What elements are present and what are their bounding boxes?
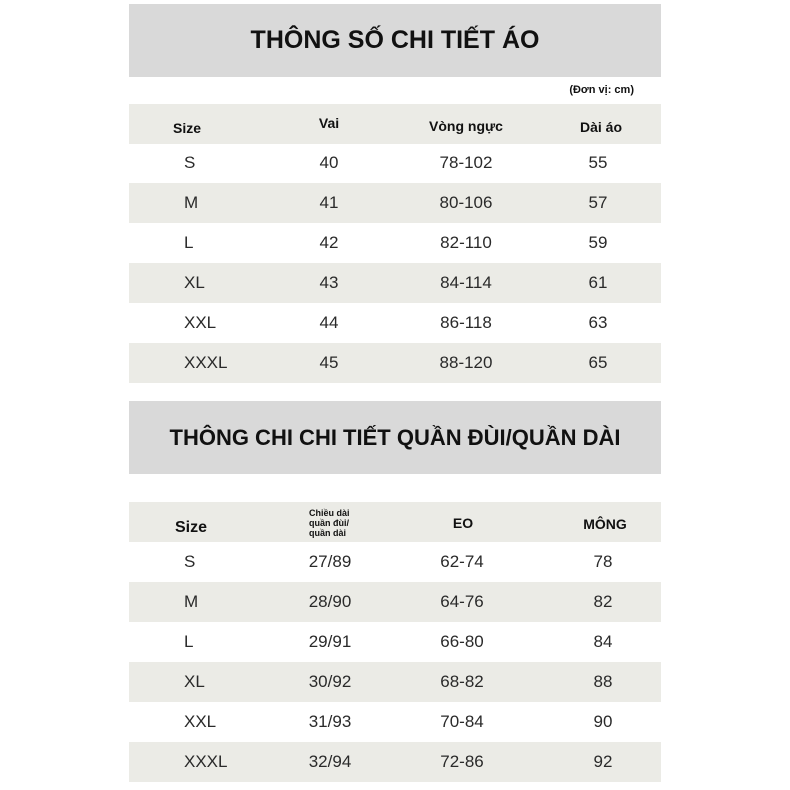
pants-cell-col-3: 62-74: [440, 552, 484, 571]
pants-cell-col-4: 90: [593, 712, 613, 731]
pants-cell-col-4: 84: [593, 632, 613, 651]
pants-header-hip: MÔNG: [583, 516, 627, 532]
pants-cell-col-3: 64-76: [440, 592, 484, 611]
unit-label: (Đơn vị: cm): [569, 84, 634, 96]
shirt-cell-size: M: [184, 193, 199, 212]
pants-cell-col-3: 66-80: [440, 632, 484, 651]
pants-header-size: Size: [175, 519, 208, 536]
pants-header-waist: EO: [452, 515, 474, 531]
pants-cell-col-3: 68-82: [440, 672, 484, 691]
shirt-header-row: [129, 104, 661, 144]
shirt-cell-col-4: 55: [588, 153, 608, 172]
shirt-cell-size: XXXL: [184, 353, 228, 372]
shirt-cell-col-3: 82-110: [440, 233, 492, 252]
shirt-cell-col-4: 59: [588, 233, 608, 252]
shirt-cell-col-3: 84-114: [440, 273, 492, 292]
pants-header-row: [129, 502, 661, 542]
shirt-cell-col-3: 86-118: [440, 313, 492, 332]
shirt-header-shoulder: Vai: [318, 115, 340, 131]
pants-cell-col-4: 92: [593, 752, 613, 771]
shirt-row: [129, 343, 661, 383]
pants-title: THÔNG CHI CHI TIẾT QUẦN ĐÙI/QUẦN DÀI: [129, 401, 661, 474]
shirt-cell-col-2: 44: [319, 313, 339, 332]
pants-header-length-line-1: Chiều dài: [309, 508, 350, 518]
pants-row: [129, 622, 661, 662]
pants-cell-col-3: 70-84: [440, 712, 484, 731]
pants-header-length: [309, 508, 350, 538]
pants-cell-size: XL: [184, 672, 205, 691]
shirt-cell-col-4: 65: [588, 353, 608, 372]
shirt-header-chest: Vòng ngực: [429, 118, 503, 134]
shirt-cell-col-2: 41: [319, 193, 339, 212]
pants-row: [129, 742, 661, 782]
pants-row: [129, 702, 661, 742]
shirt-cell-col-3: 88-120: [439, 353, 493, 372]
pants-cell-col-3: 72-86: [440, 752, 484, 771]
shirt-cell-col-2: 43: [319, 273, 339, 292]
shirt-cell-size: L: [184, 233, 194, 252]
shirt-cell-col-3: 80-106: [439, 193, 493, 212]
pants-cell-col-2: 28/90: [308, 592, 352, 611]
pants-cell-col-2: 29/91: [308, 632, 352, 651]
pants-cell-col-2: 27/89: [308, 552, 352, 571]
pants-cell-size: L: [184, 632, 194, 651]
shirt-row: [129, 183, 661, 223]
pants-cell-size: XXXL: [184, 752, 228, 771]
pants-row: [129, 662, 661, 702]
pants-cell-col-4: 88: [593, 672, 613, 691]
pants-cell-col-4: 78: [593, 552, 613, 571]
pants-cell-size: M: [184, 592, 199, 611]
pants-cell-col-2: 31/93: [308, 712, 352, 731]
pants-cell-size: S: [184, 552, 196, 571]
pants-cell-col-4: 82: [593, 592, 613, 611]
pants-cell-col-2: 30/92: [308, 672, 352, 691]
pants-cell-col-2: 32/94: [308, 752, 352, 771]
pants-header-length-line-2: quần đùi/: [309, 518, 349, 528]
shirt-cell-col-4: 57: [588, 193, 608, 212]
shirt-cell-col-2: 45: [319, 353, 339, 372]
shirt-cell-size: S: [184, 153, 196, 172]
shirt-cell-col-4: 61: [588, 273, 608, 292]
shirt-header-length: Dài áo: [579, 119, 623, 135]
shirt-row: [129, 263, 661, 303]
shirt-cell-col-2: 40: [319, 153, 339, 172]
pants-row: [129, 542, 661, 582]
pants-header-length-line-3: quần dài: [309, 528, 347, 538]
shirt-row: [129, 223, 661, 263]
shirt-row: [129, 143, 661, 183]
pants-row: [129, 582, 661, 622]
shirt-header-size: Size: [173, 120, 202, 136]
shirt-cell-size: XL: [184, 273, 205, 292]
shirt-cell-size: XXL: [184, 313, 217, 332]
pants-cell-size: XXL: [184, 712, 217, 731]
shirt-cell-col-2: 42: [319, 233, 339, 252]
shirt-cell-col-4: 63: [588, 313, 608, 332]
shirt-cell-col-3: 78-102: [439, 153, 493, 172]
shirt-row: [129, 303, 661, 343]
shirt-title: THÔNG SỐ CHI TIẾT ÁO: [129, 4, 661, 77]
